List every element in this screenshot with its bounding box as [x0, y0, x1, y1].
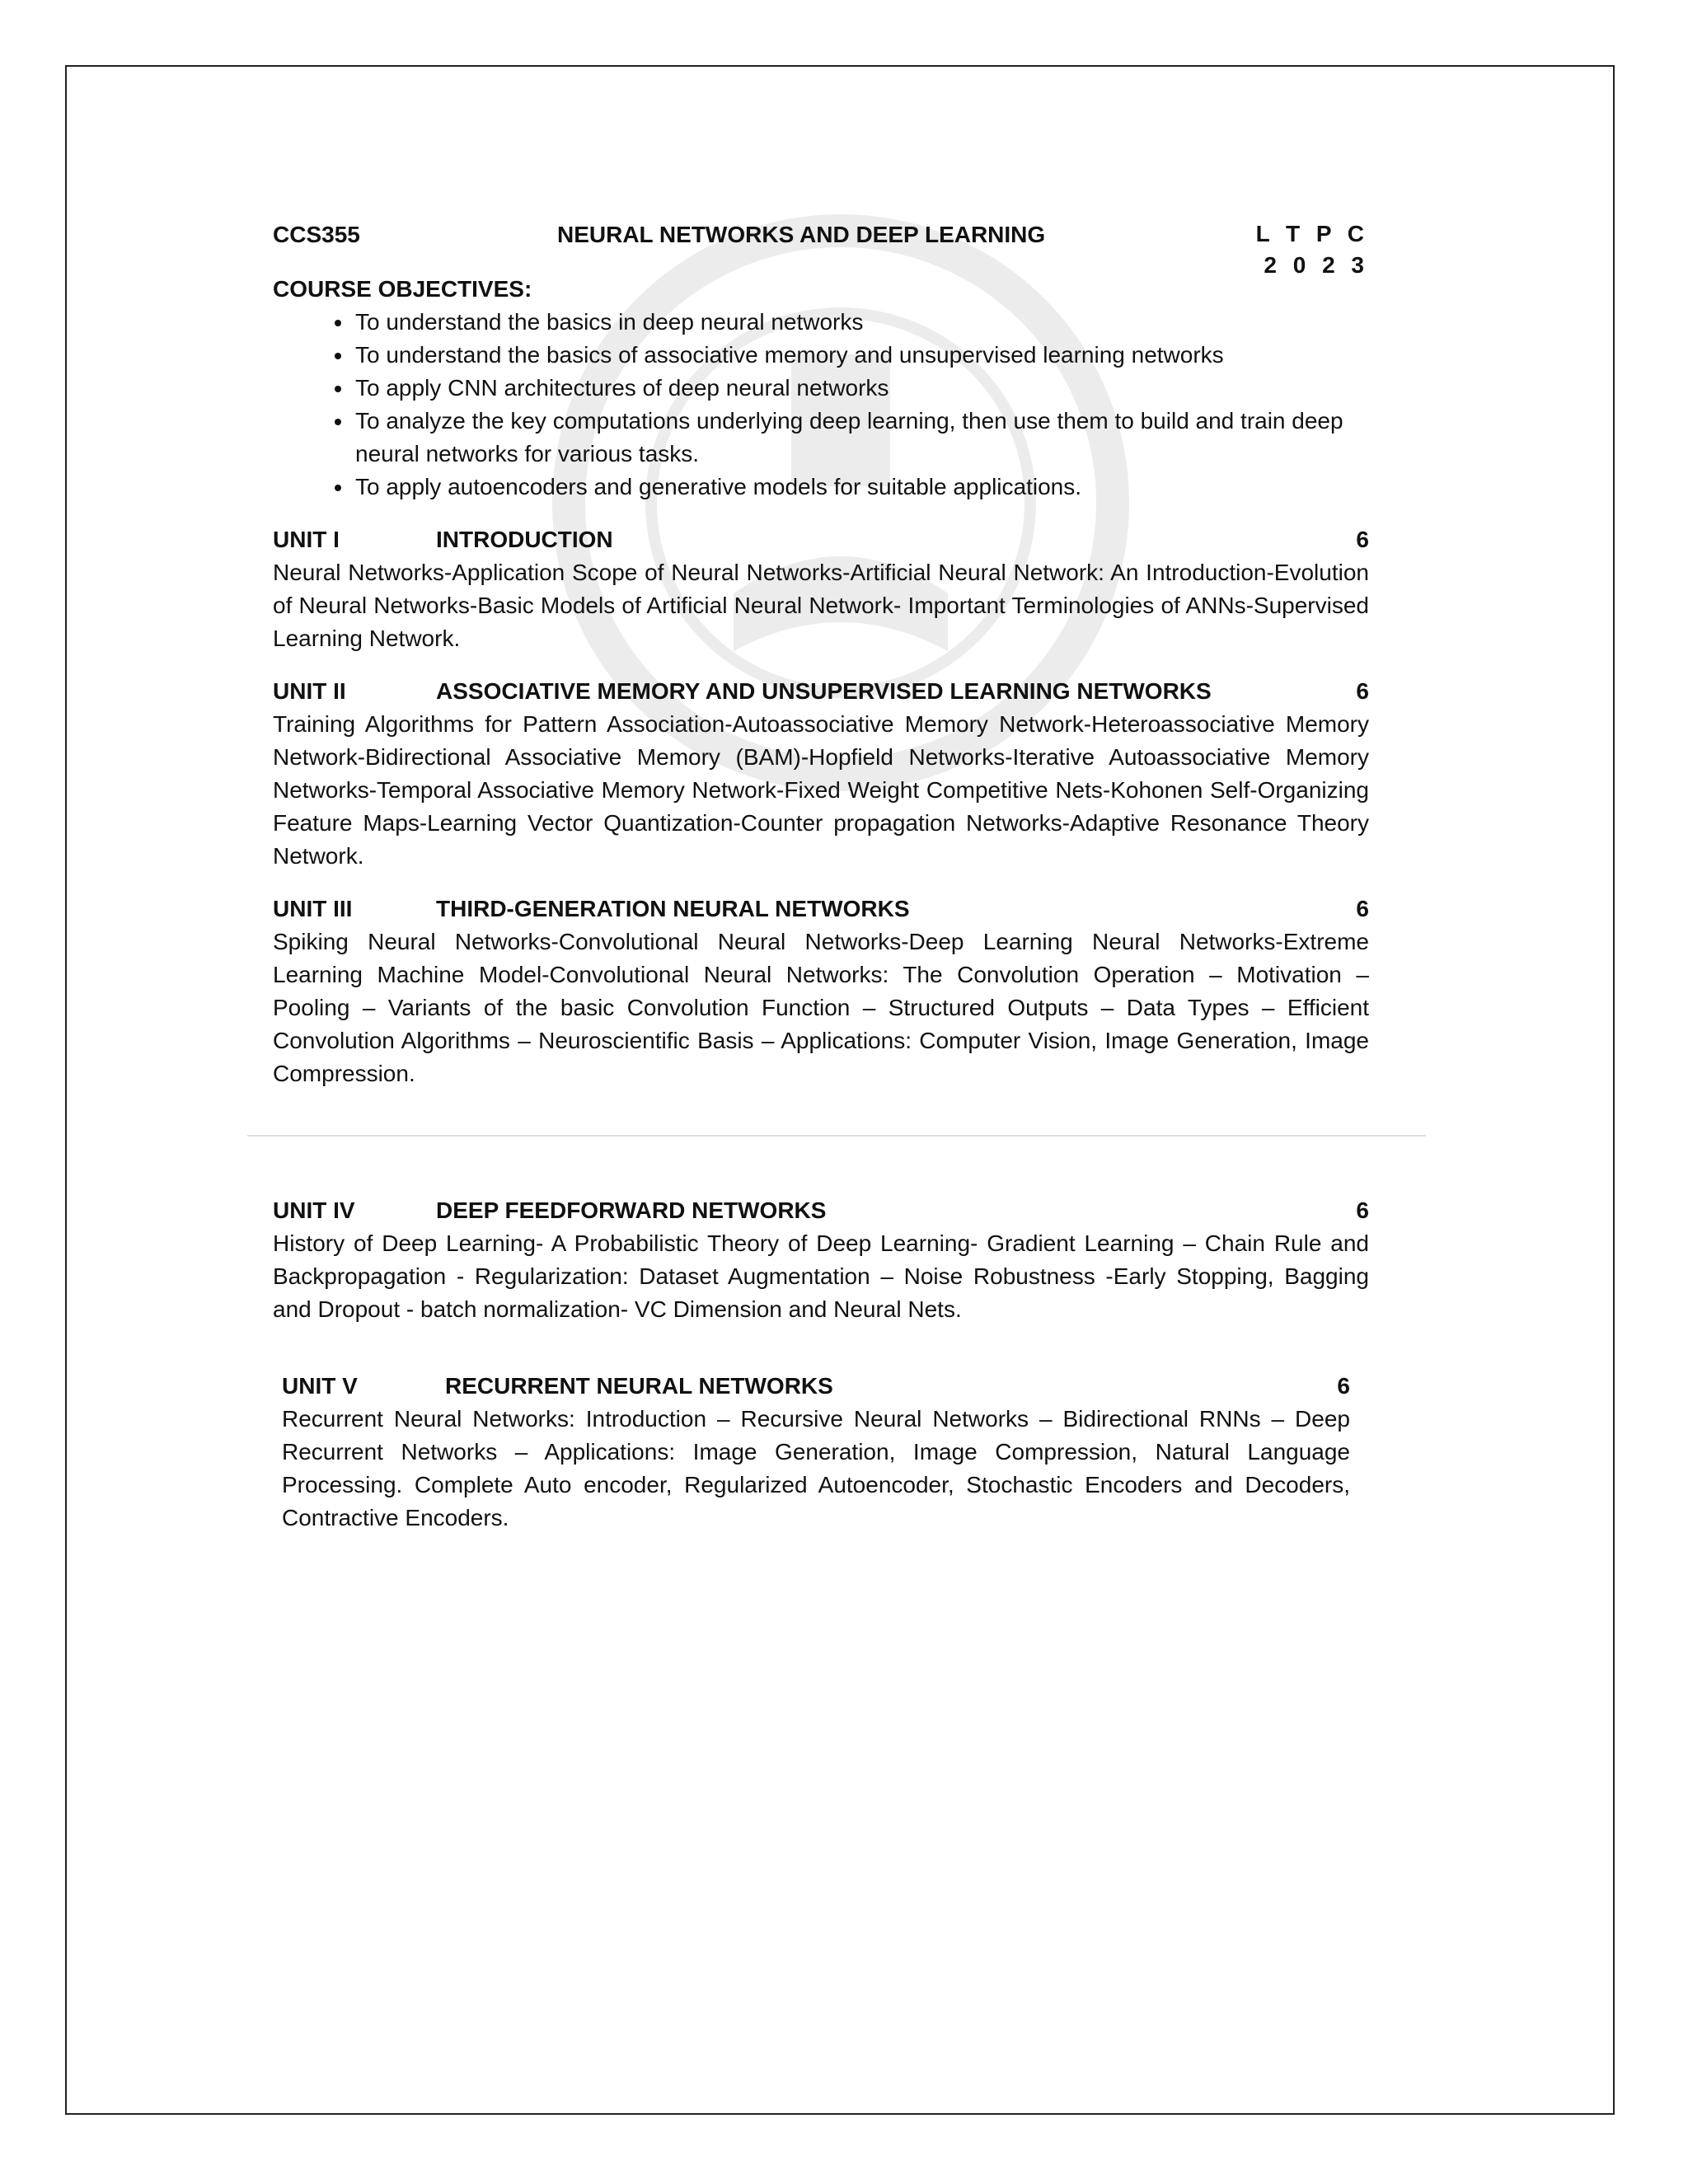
course-header — [273, 218, 1369, 284]
objective-item: • To analyze the key computations underlying deep learning, then use them to build and train deep neural networks for various tasks. — [354, 405, 1369, 471]
unit-4 — [273, 1194, 1369, 1326]
syllabus-upper — [273, 218, 1369, 1090]
ltpc-labels: L T P C — [1255, 221, 1369, 246]
unit-heading — [273, 523, 1369, 556]
unit-number: UNIT I — [273, 527, 340, 552]
unit-heading — [273, 675, 1369, 708]
objective-item: • To apply CNN architectures of deep neural networks — [354, 372, 1369, 405]
unit-heading — [282, 1370, 1350, 1403]
unit-hours: 6 — [1356, 1197, 1369, 1223]
unit-heading — [273, 1194, 1369, 1227]
unit-body: Training Algorithms for Pattern Association-Autoassociative Memory Network-Heteroassociative Memory Network-Bidirectional Associative Memory (BAM)-Hopfield Networks-Iterative Autoassociative Memory Networks-Temporal Associative Memory Network-Fixed Weight Competitive Nets-Kohonen Self-Organizing Feature Maps-Learning Vector Quantization-Counter propagation Networks-Adaptive Resonance Theory Network. — [273, 711, 1369, 869]
unit-hours: 6 — [1356, 678, 1369, 704]
unit-number: UNIT V — [282, 1373, 358, 1399]
unit-5 — [282, 1370, 1350, 1535]
unit-hours: 6 — [1356, 527, 1369, 552]
objective-item: • To apply autoencoders and generative models for suitable applications. — [354, 471, 1369, 504]
unit-title: ASSOCIATIVE MEMORY AND UNSUPERVISED LEARNING NETWORKS — [436, 678, 1212, 704]
ltpc-block — [1256, 218, 1369, 281]
unit-title: INTRODUCTION — [436, 527, 613, 552]
unit-title: THIRD-GENERATION NEURAL NETWORKS — [436, 896, 910, 921]
objective-item: • To understand the basics of associative memory and unsupervised learning networks — [354, 339, 1369, 372]
objectives-heading: COURSE OBJECTIVES: — [273, 276, 532, 302]
unit-number: UNIT II — [273, 678, 346, 704]
course-code: CCS355 — [273, 222, 360, 247]
unit-number: UNIT III — [273, 896, 353, 921]
unit-body: History of Deep Learning- A Probabilistic Theory of Deep Learning- Gradient Learning – Chain Rule and Backpropagation - Regularization: Dataset Augmentation – Noise Robustness -Early Stopping, Bagging and Dropout - batch normalization- VC Dimension and Neural Nets. — [273, 1230, 1369, 1322]
unit-2 — [273, 675, 1369, 873]
objectives-list — [273, 306, 1369, 504]
unit-title: RECURRENT NEURAL NETWORKS — [445, 1373, 833, 1399]
unit-title: DEEP FEEDFORWARD NETWORKS — [436, 1197, 827, 1223]
unit-heading — [273, 893, 1369, 926]
unit-1 — [273, 523, 1369, 655]
unit-hours: 6 — [1356, 896, 1369, 921]
objective-item: • To understand the basics in deep neural networks — [354, 306, 1369, 339]
ltpc-values: 2 0 2 3 — [1264, 252, 1369, 278]
unit-body: Recurrent Neural Networks: Introduction – Recursive Neural Networks – Bidirectional RNNs – Deep Recurrent Networks – Applications: Image Generation, Image Compression, Natural Language Processing. Complete Auto encoder, Regularized Autoencoder, Stochastic Encoders and Decoders, Contractive Encoders. — [282, 1406, 1350, 1530]
unit-number: UNIT IV — [273, 1197, 355, 1223]
unit-hours: 6 — [1337, 1373, 1350, 1399]
unit-body: Neural Networks-Application Scope of Neural Networks-Artificial Neural Network: An Introduction-Evolution of Neural Networks-Basic Models of Artificial Neural Network- Important Terminologies of ANNs-Supervised Learning Network. — [273, 560, 1369, 651]
unit-3 — [273, 893, 1369, 1090]
section-divider — [247, 1135, 1426, 1137]
course-title: NEURAL NETWORKS AND DEEP LEARNING — [557, 222, 1046, 247]
unit-body: Spiking Neural Networks-Convolutional Neural Networks-Deep Learning Neural Networks-Extreme Learning Machine Model-Convolutional Neural Networks: The Convolution Operation – Motivation – Pooling – Variants of the basic Convolution Function – Structured Outputs – Data Types – Efficient Convolution Algorithms – Neuroscientific Basis – Applications: Computer Vision, Image Generation, Image Compression. — [273, 929, 1369, 1086]
